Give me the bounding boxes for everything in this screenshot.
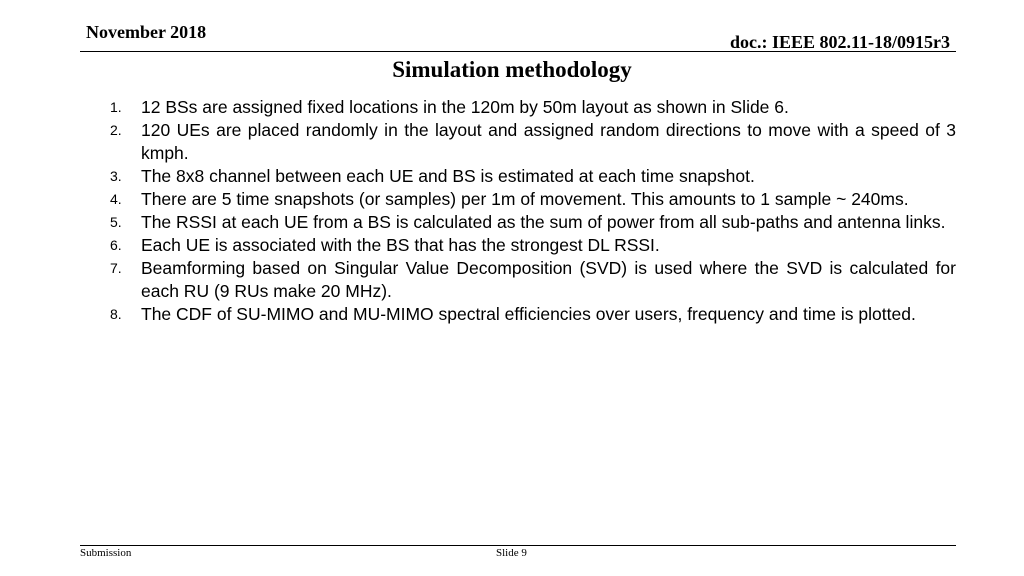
list-item-number: 6. xyxy=(110,237,122,253)
header-divider xyxy=(80,51,956,52)
list-item-text: The 8x8 channel between each UE and BS is estimated at each time snapshot. xyxy=(141,166,755,186)
footer-divider xyxy=(80,545,956,546)
list-item xyxy=(110,119,956,165)
methodology-list xyxy=(110,96,956,326)
list-item-text: 12 BSs are assigned fixed locations in the 120m by 50m layout as shown in Slide 6. xyxy=(141,97,789,117)
list-item-text: The RSSI at each UE from a BS is calculated as the sum of power from all sub-paths and antenna links. xyxy=(141,212,946,232)
list-item-number: 5. xyxy=(110,214,122,230)
footer-submission: Submission xyxy=(80,547,132,559)
list-item-number: 4. xyxy=(110,191,122,207)
list-item-text: Beamforming based on Singular Value Decomposition (SVD) is used where the SVD is calculated for each RU (9 RUs make 20 MHz). xyxy=(141,258,956,301)
list-item-number: 1. xyxy=(110,99,122,115)
header-doc-id: doc.: IEEE 802.11-18/0915r3 xyxy=(729,32,950,52)
list-item xyxy=(110,303,956,326)
list-item-text: There are 5 time snapshots (or samples) per 1m of movement. This amounts to 1 sample ~ 240ms. xyxy=(141,189,909,209)
list-item xyxy=(110,211,956,234)
list-item-number: 7. xyxy=(110,260,122,276)
list-item xyxy=(110,188,956,211)
list-item-number: 2. xyxy=(110,122,122,138)
list-item xyxy=(110,96,956,119)
list-item-text: 120 UEs are placed randomly in the layout and assigned random directions to move with a speed of 3 kmph. xyxy=(141,120,956,163)
list-item-text: Each UE is associated with the BS that has the strongest DL RSSI. xyxy=(141,235,660,255)
slide-title: Simulation methodology xyxy=(392,57,632,82)
list-item-text: The CDF of SU-MIMO and MU-MIMO spectral efficiencies over users, frequency and time is plotted. xyxy=(141,304,916,324)
header-date: November 2018 xyxy=(86,22,207,42)
list-item xyxy=(110,257,956,303)
list-item-number: 8. xyxy=(110,306,122,322)
list-item-number: 3. xyxy=(110,168,122,184)
list-item xyxy=(110,234,956,257)
footer-slide-number: Slide 9 xyxy=(496,547,527,559)
list-item xyxy=(110,165,956,188)
